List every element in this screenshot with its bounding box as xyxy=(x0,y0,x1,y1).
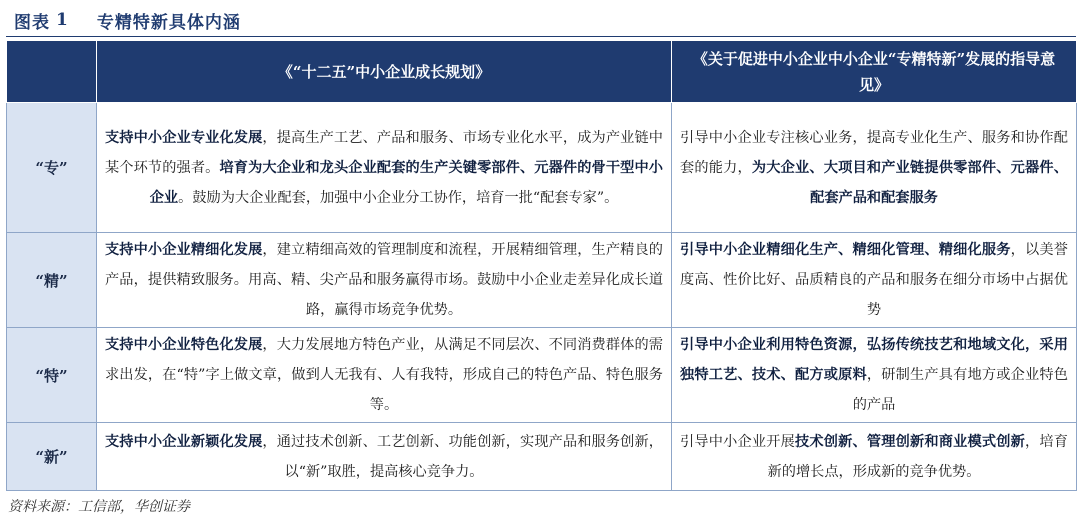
cell-jing-plan xyxy=(97,233,672,328)
text-run: 支持中小企业新颖化发展 xyxy=(105,433,263,450)
header-guidance: 《关于促进中小企业中小企业“专精特新”发展的指导意见》 xyxy=(672,41,1077,103)
cell-xin-guidance xyxy=(672,423,1077,491)
figure-label: 图表 xyxy=(14,12,50,33)
text-run: 。鼓励为大企业配套，加强中小企业分工协作，培育一批“配套专家”。 xyxy=(178,189,619,206)
cell-jing-guidance xyxy=(672,233,1077,328)
text-run: 支持中小企业特色化发展 xyxy=(105,337,263,353)
row-label-zhuan: “专” xyxy=(7,103,97,233)
cell-zhuan-plan xyxy=(97,103,672,233)
text-run: ，培育新的增长点，形成新的竞争优势。 xyxy=(767,433,1068,480)
cell-te-plan xyxy=(97,328,672,423)
table-row xyxy=(7,233,1077,328)
cell-te-guidance xyxy=(672,328,1077,423)
source-note: 资料来源：工信部，华创证券 xyxy=(8,499,190,515)
table-row xyxy=(7,423,1077,491)
row-label-jing: “精” xyxy=(7,233,97,328)
text-run: ，提高生产工艺、产品和服务、市场专业化水平，成为产业链中某个环节的强者。 xyxy=(105,129,663,176)
header-plan: 《“十二五”中小企业成长规划》 xyxy=(97,41,672,103)
figure-number: 1 xyxy=(56,10,69,30)
text-run: 引导中小企业专注核心业务，提高专业化生产、服务和协作配套的能力， xyxy=(680,129,1068,176)
content-table xyxy=(6,40,1077,491)
figure-title-text: 专精特新具体内涵 xyxy=(96,12,241,33)
text-run: 引导中小企业精细化生产、精细化管理、精细化服务 xyxy=(680,242,1011,258)
title-divider xyxy=(6,36,1076,37)
header-corner-cell xyxy=(7,41,97,103)
table-row xyxy=(7,328,1077,423)
text-run: ，大力发展地方特色产业，从满足不同层次、不同消费群体的需求出发，在“特”字上做文章，做到人无我有、人有我特，形成自己的特色产品、特色服务等。 xyxy=(105,337,663,413)
text-run: 引导中小企业开展 xyxy=(680,433,796,450)
cell-zhuan-guidance xyxy=(672,103,1077,233)
table-row xyxy=(7,103,1077,233)
text-run: 支持中小企业专业化发展 xyxy=(105,129,263,146)
figure-title xyxy=(14,6,241,34)
text-run: ，通过技术创新、工艺创新、功能创新，实现产品和服务创新，以“新”取胜，提高核心竞争力。 xyxy=(262,433,663,480)
text-run: 培育为大企业和龙头企业配套的生产关键零部件、元器件的骨干型中小企业 xyxy=(149,159,663,206)
text-run: ，以美誉度高、性价比好、品质精良的产品和服务在细分市场中占据优势 xyxy=(680,242,1068,318)
text-run: 技术创新、管理创新和商业模式创新 xyxy=(795,433,1026,450)
row-label-te: “特” xyxy=(7,328,97,423)
text-run: 支持中小企业精细化发展 xyxy=(105,242,263,258)
cell-xin-plan xyxy=(97,423,672,491)
row-label-xin: “新” xyxy=(7,423,97,491)
text-run: 引导中小企业利用特色资源，弘扬传统技艺和地域文化，采用独特工艺、技术、配方或原料 xyxy=(680,337,1068,383)
text-run: ，研制生产具有地方或企业特色的产品 xyxy=(852,367,1068,413)
text-run: 为大企业、大项目和产业链提供零部件、元器件、配套产品和配套服务 xyxy=(751,159,1068,206)
table-header-row xyxy=(7,41,1077,103)
text-run: ，建立精细高效的管理制度和流程，开展精细管理，生产精良的产品，提供精致服务。用高、精、尖产品和服务赢得市场。鼓励中小企业走差异化成长道路，赢得市场竞争优势。 xyxy=(105,242,663,318)
